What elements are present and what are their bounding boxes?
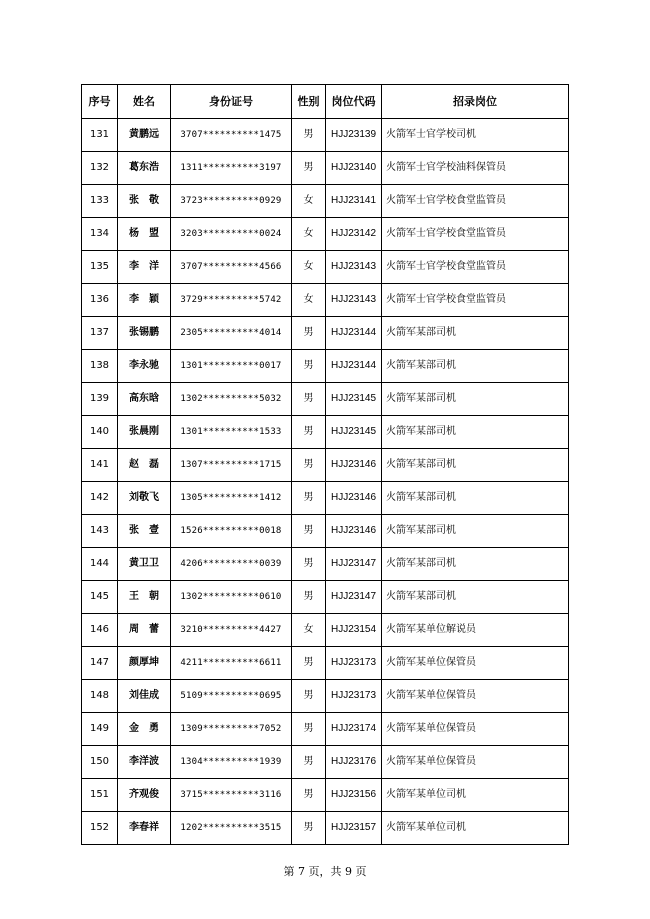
cell-post-title: 火箭军某部司机	[382, 416, 569, 449]
table-row	[82, 350, 569, 383]
cell-post-title: 火箭军某部司机	[382, 548, 569, 581]
table-row	[82, 680, 569, 713]
table-row	[82, 548, 569, 581]
cell-post-title: 火箭军某部司机	[382, 350, 569, 383]
cell-post-title: 火箭军某单位保管员	[382, 647, 569, 680]
cell-post-code: HJJ23140	[326, 152, 382, 185]
cell-name: 金 勇	[118, 713, 171, 746]
cell-seq: 147	[82, 647, 118, 680]
header-seq: 序号	[82, 85, 118, 119]
table-row	[82, 218, 569, 251]
cell-post-title: 火箭军某部司机	[382, 581, 569, 614]
cell-gender: 男	[292, 152, 326, 185]
cell-seq: 149	[82, 713, 118, 746]
cell-gender: 男	[292, 779, 326, 812]
cell-post-code: HJJ23173	[326, 680, 382, 713]
cell-post-title: 火箭军某单位解说员	[382, 614, 569, 647]
cell-seq: 145	[82, 581, 118, 614]
cell-gender: 男	[292, 416, 326, 449]
cell-id-number: 3707**********1475	[171, 119, 292, 152]
table-row	[82, 713, 569, 746]
table-row	[82, 284, 569, 317]
cell-post-title: 火箭军某单位司机	[382, 779, 569, 812]
table-row	[82, 515, 569, 548]
cell-seq: 139	[82, 383, 118, 416]
cell-gender: 女	[292, 218, 326, 251]
cell-id-number: 1311**********3197	[171, 152, 292, 185]
header-name: 姓名	[118, 85, 171, 119]
cell-id-number: 3715**********3116	[171, 779, 292, 812]
cell-name: 张 壹	[118, 515, 171, 548]
cell-seq: 150	[82, 746, 118, 779]
cell-post-code: HJJ23176	[326, 746, 382, 779]
cell-gender: 男	[292, 746, 326, 779]
cell-seq: 133	[82, 185, 118, 218]
cell-seq: 142	[82, 482, 118, 515]
table-row	[82, 812, 569, 845]
cell-name: 赵 磊	[118, 449, 171, 482]
table-row	[82, 746, 569, 779]
recruitment-list-table	[81, 84, 569, 845]
cell-gender: 男	[292, 647, 326, 680]
cell-name: 李永驰	[118, 350, 171, 383]
cell-post-code: HJJ23147	[326, 581, 382, 614]
cell-seq: 132	[82, 152, 118, 185]
cell-name: 张 敬	[118, 185, 171, 218]
cell-seq: 148	[82, 680, 118, 713]
cell-post-title: 火箭军某部司机	[382, 449, 569, 482]
cell-seq: 134	[82, 218, 118, 251]
table-row	[82, 416, 569, 449]
cell-name: 王 朝	[118, 581, 171, 614]
cell-post-title: 火箭军士官学校食堂监管员	[382, 251, 569, 284]
cell-gender: 男	[292, 449, 326, 482]
cell-seq: 137	[82, 317, 118, 350]
cell-name: 李 颖	[118, 284, 171, 317]
cell-gender: 男	[292, 317, 326, 350]
table-row	[82, 251, 569, 284]
cell-post-title: 火箭军某单位保管员	[382, 713, 569, 746]
cell-gender: 男	[292, 581, 326, 614]
cell-seq: 135	[82, 251, 118, 284]
cell-name: 刘佳成	[118, 680, 171, 713]
cell-gender: 女	[292, 251, 326, 284]
cell-post-code: HJJ23141	[326, 185, 382, 218]
cell-post-title: 火箭军某部司机	[382, 515, 569, 548]
cell-post-title: 火箭军某单位保管员	[382, 680, 569, 713]
table-row	[82, 647, 569, 680]
cell-seq: 140	[82, 416, 118, 449]
cell-post-code: HJJ23143	[326, 284, 382, 317]
cell-post-title: 火箭军某部司机	[382, 317, 569, 350]
cell-gender: 男	[292, 713, 326, 746]
cell-name: 张锡鹏	[118, 317, 171, 350]
cell-post-code: HJJ23147	[326, 548, 382, 581]
cell-post-title: 火箭军士官学校食堂监管员	[382, 284, 569, 317]
table-row	[82, 614, 569, 647]
cell-id-number: 2305**********4014	[171, 317, 292, 350]
cell-post-code: HJJ23139	[326, 119, 382, 152]
cell-post-title: 火箭军士官学校食堂监管员	[382, 218, 569, 251]
cell-gender: 男	[292, 680, 326, 713]
cell-name: 颜厚坤	[118, 647, 171, 680]
table-row	[82, 779, 569, 812]
cell-gender: 男	[292, 548, 326, 581]
cell-seq: 152	[82, 812, 118, 845]
cell-name: 葛东浩	[118, 152, 171, 185]
cell-post-code: HJJ23145	[326, 383, 382, 416]
cell-gender: 男	[292, 482, 326, 515]
cell-post-code: HJJ23174	[326, 713, 382, 746]
cell-post-code: HJJ23144	[326, 317, 382, 350]
cell-id-number: 1307**********1715	[171, 449, 292, 482]
cell-gender: 男	[292, 812, 326, 845]
cell-id-number: 1309**********7052	[171, 713, 292, 746]
table-row	[82, 119, 569, 152]
table-row	[82, 185, 569, 218]
cell-seq: 136	[82, 284, 118, 317]
cell-post-title: 火箭军士官学校油料保管员	[382, 152, 569, 185]
cell-post-title: 火箭军某部司机	[382, 383, 569, 416]
cell-name: 刘敬飞	[118, 482, 171, 515]
cell-post-code: HJJ23173	[326, 647, 382, 680]
cell-name: 黄鹏远	[118, 119, 171, 152]
table-header-row	[82, 85, 569, 119]
cell-gender: 男	[292, 119, 326, 152]
cell-id-number: 1302**********5032	[171, 383, 292, 416]
cell-seq: 144	[82, 548, 118, 581]
cell-gender: 男	[292, 515, 326, 548]
cell-gender: 男	[292, 383, 326, 416]
cell-name: 黄卫卫	[118, 548, 171, 581]
table-row	[82, 317, 569, 350]
header-post-title: 招录岗位	[382, 85, 569, 119]
cell-name: 李 洋	[118, 251, 171, 284]
cell-post-title: 火箭军某单位司机	[382, 812, 569, 845]
cell-id-number: 4206**********0039	[171, 548, 292, 581]
cell-seq: 143	[82, 515, 118, 548]
cell-post-code: HJJ23142	[326, 218, 382, 251]
cell-id-number: 3203**********0024	[171, 218, 292, 251]
cell-name: 高东晗	[118, 383, 171, 416]
cell-post-title: 火箭军士官学校食堂监管员	[382, 185, 569, 218]
table-row	[82, 449, 569, 482]
cell-gender: 男	[292, 350, 326, 383]
cell-id-number: 1301**********1533	[171, 416, 292, 449]
cell-id-number: 1202**********3515	[171, 812, 292, 845]
cell-seq: 141	[82, 449, 118, 482]
cell-post-code: HJJ23146	[326, 482, 382, 515]
cell-name: 齐观俊	[118, 779, 171, 812]
cell-post-title: 火箭军某部司机	[382, 482, 569, 515]
cell-seq: 138	[82, 350, 118, 383]
header-gender: 性别	[292, 85, 326, 119]
cell-id-number: 3729**********5742	[171, 284, 292, 317]
cell-name: 张晨刚	[118, 416, 171, 449]
cell-post-code: HJJ23145	[326, 416, 382, 449]
cell-id-number: 3210**********4427	[171, 614, 292, 647]
cell-post-code: HJJ23143	[326, 251, 382, 284]
cell-post-code: HJJ23146	[326, 449, 382, 482]
cell-name: 李洋波	[118, 746, 171, 779]
cell-gender: 女	[292, 284, 326, 317]
cell-post-title: 火箭军士官学校司机	[382, 119, 569, 152]
table-row	[82, 482, 569, 515]
cell-gender: 女	[292, 614, 326, 647]
cell-id-number: 1301**********0017	[171, 350, 292, 383]
cell-post-code: HJJ23146	[326, 515, 382, 548]
cell-post-code: HJJ23154	[326, 614, 382, 647]
cell-seq: 146	[82, 614, 118, 647]
cell-id-number: 3723**********0929	[171, 185, 292, 218]
cell-id-number: 1302**********0610	[171, 581, 292, 614]
cell-id-number: 5109**********0695	[171, 680, 292, 713]
cell-post-code: HJJ23157	[326, 812, 382, 845]
cell-id-number: 1304**********1939	[171, 746, 292, 779]
cell-name: 李春祥	[118, 812, 171, 845]
header-post-code: 岗位代码	[326, 85, 382, 119]
cell-id-number: 1526**********0018	[171, 515, 292, 548]
cell-seq: 151	[82, 779, 118, 812]
cell-id-number: 1305**********1412	[171, 482, 292, 515]
cell-seq: 131	[82, 119, 118, 152]
cell-post-title: 火箭军某单位保管员	[382, 746, 569, 779]
table-row	[82, 581, 569, 614]
cell-post-code: HJJ23156	[326, 779, 382, 812]
cell-gender: 女	[292, 185, 326, 218]
table-body	[82, 119, 569, 845]
table-row	[82, 383, 569, 416]
cell-name: 周 蕾	[118, 614, 171, 647]
page-footer: 第 7 页，共 9 页	[283, 865, 367, 878]
header-id-number: 身份证号	[171, 85, 292, 119]
cell-id-number: 4211**********6611	[171, 647, 292, 680]
table-row	[82, 152, 569, 185]
cell-post-code: HJJ23144	[326, 350, 382, 383]
cell-id-number: 3707**********4566	[171, 251, 292, 284]
cell-name: 杨 盟	[118, 218, 171, 251]
